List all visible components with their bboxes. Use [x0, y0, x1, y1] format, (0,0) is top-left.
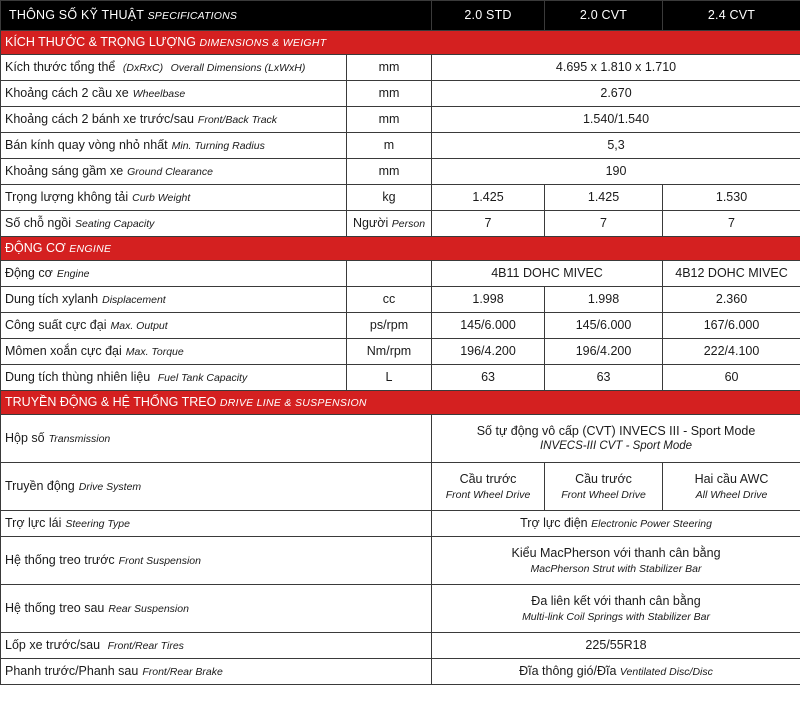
value-vi: Cầu trước — [575, 472, 632, 487]
value-vi: Số tự động vô cấp (CVT) INVECS III - Sport Mode — [476, 424, 756, 439]
value-turning-radius: 5,3 — [432, 133, 800, 159]
label-vi: Lốp xe trước/sau — [5, 638, 101, 653]
value-drive-24cvt — [663, 463, 800, 511]
row-engine — [1, 261, 800, 287]
label-vi: Dung tích thùng nhiên liệu — [5, 370, 151, 385]
label-en: Fuel Tank Capacity — [157, 372, 248, 385]
unit-turning-radius: m — [347, 133, 432, 159]
row-tires — [1, 633, 800, 659]
value-torque-20std: 196/4.200 — [432, 339, 545, 365]
label-transmission — [1, 415, 432, 463]
label-max-torque — [1, 339, 347, 365]
value-vi: Đĩa thông gió/Đĩa — [519, 664, 617, 679]
section-driveline-vi: TRUYỀN ĐỘNG & HỆ THỐNG TREO — [5, 395, 217, 410]
label-en: Curb Weight — [132, 192, 191, 205]
label-vi: Hệ thống treo sau — [5, 601, 105, 616]
section-driveline — [1, 391, 800, 415]
value-en: Front Wheel Drive — [561, 488, 646, 501]
label-en: Drive System — [78, 481, 142, 494]
label-en: Seating Capacity — [75, 218, 155, 231]
value-curb-weight-20cvt: 1.425 — [545, 185, 663, 211]
value-vi: Trợ lực điện — [520, 516, 588, 531]
section-dimensions — [1, 31, 800, 55]
label-displacement — [1, 287, 347, 313]
section-engine — [1, 237, 800, 261]
unit-wheelbase: mm — [347, 81, 432, 107]
value-curb-weight-20std: 1.425 — [432, 185, 545, 211]
label-track — [1, 107, 347, 133]
unit-max-torque: Nm/rpm — [347, 339, 432, 365]
value-en: Ventilated Disc/Disc — [619, 666, 713, 679]
unit-displacement: cc — [347, 287, 432, 313]
value-tires: 225/55R18 — [432, 633, 800, 659]
value-vi: Kiểu MacPherson với thanh cân bằng — [511, 546, 721, 561]
row-track — [1, 107, 800, 133]
row-fuel-tank — [1, 365, 800, 391]
value-transmission — [432, 415, 800, 463]
label-vi: Khoảng sáng gầm xe — [5, 164, 124, 179]
label-wheelbase — [1, 81, 347, 107]
value-wheelbase: 2.670 — [432, 81, 800, 107]
row-seating-capacity — [1, 211, 800, 237]
spec-header-row — [1, 1, 800, 31]
label-en: Max. Output — [110, 320, 168, 333]
value-output-24cvt: 167/6.000 — [663, 313, 800, 339]
label-vi: Mômen xoắn cực đại — [5, 344, 122, 359]
label-vi: Trợ lực lái — [5, 516, 62, 531]
row-transmission — [1, 415, 800, 463]
value-seating-20std: 7 — [432, 211, 545, 237]
unit-ground-clearance: mm — [347, 159, 432, 185]
value-overall-dimensions: 4.695 x 1.810 x 1.710 — [432, 55, 800, 81]
label-en: Displacement — [102, 294, 166, 307]
row-steering — [1, 511, 800, 537]
value-vi: Cầu trước — [459, 472, 517, 487]
value-drive-20std — [432, 463, 545, 511]
label-en: Front/Rear Tires — [107, 640, 184, 653]
section-driveline-en: DRIVE LINE & SUSPENSION — [219, 397, 367, 410]
label-rear-suspension — [1, 585, 432, 633]
unit-curb-weight: kg — [347, 185, 432, 211]
spec-title-en: SPECIFICATIONS — [147, 10, 238, 23]
unit-vi: Người — [352, 216, 389, 231]
row-brake — [1, 659, 800, 685]
model-header-20cvt: 2.0 CVT — [545, 1, 663, 31]
label-en: Overall Dimensions (LxWxH) — [170, 62, 306, 75]
value-displacement-24cvt: 2.360 — [663, 287, 800, 313]
value-vi: Hai cầu AWC — [694, 472, 769, 487]
label-vi: Truyền động — [5, 479, 75, 494]
label-front-suspension — [1, 537, 432, 585]
unit-fuel-tank: L — [347, 365, 432, 391]
label-en: Front/Rear Brake — [142, 666, 223, 679]
value-torque-20cvt: 196/4.200 — [545, 339, 663, 365]
value-en: MacPherson Strut with Stabilizer Bar — [530, 562, 702, 575]
row-rear-suspension — [1, 585, 800, 633]
label-en: Wheelbase — [132, 88, 186, 101]
value-ground-clearance: 190 — [432, 159, 800, 185]
section-engine-en: ENGINE — [69, 243, 112, 256]
value-output-20std: 145/6.000 — [432, 313, 545, 339]
unit-engine — [347, 261, 432, 287]
label-vi: Khoảng cách 2 cầu xe — [5, 86, 129, 101]
value-vi: Đa liên kết với thanh cân bằng — [531, 594, 701, 609]
row-displacement — [1, 287, 800, 313]
row-max-torque — [1, 339, 800, 365]
value-en: Multi-link Coil Springs with Stabilizer Bar — [522, 610, 710, 623]
label-vi: Số chỗ ngồi — [5, 216, 72, 231]
value-track: 1.540/1.540 — [432, 107, 800, 133]
value-engine-20: 4B11 DOHC MIVEC — [432, 261, 663, 287]
label-en: Ground Clearance — [127, 166, 213, 179]
row-front-suspension — [1, 537, 800, 585]
spec-title-vi: THÔNG SỐ KỸ THUẬT — [9, 8, 144, 23]
row-ground-clearance — [1, 159, 800, 185]
value-curb-weight-24cvt: 1.530 — [663, 185, 800, 211]
label-vi: Phanh trước/Phanh sau — [5, 664, 139, 679]
label-drive-system — [1, 463, 432, 511]
row-wheelbase — [1, 81, 800, 107]
value-en: Front Wheel Drive — [445, 488, 531, 501]
value-steering — [432, 511, 800, 537]
row-curb-weight — [1, 185, 800, 211]
label-en: Min. Turning Radius — [171, 140, 265, 153]
value-drive-20cvt — [545, 463, 663, 511]
label-vi: Dung tích xylanh — [5, 292, 99, 307]
value-front-suspension — [432, 537, 800, 585]
label-vi: Hộp số — [5, 431, 45, 446]
label-steering — [1, 511, 432, 537]
model-header-20std: 2.0 STD — [432, 1, 545, 31]
value-en: Electronic Power Steering — [591, 518, 712, 531]
value-engine-24: 4B12 DOHC MIVEC — [663, 261, 800, 287]
label-brake — [1, 659, 432, 685]
unit-max-output: ps/rpm — [347, 313, 432, 339]
model-header-24cvt: 2.4 CVT — [663, 1, 800, 31]
unit-track: mm — [347, 107, 432, 133]
label-vi: Động cơ — [5, 266, 53, 281]
label-vi: Công suất cực đại — [5, 318, 107, 333]
section-dimensions-vi: KÍCH THƯỚC & TRỌNG LƯỢNG — [5, 35, 196, 50]
value-displacement-20cvt: 1.998 — [545, 287, 663, 313]
row-drive-system — [1, 463, 800, 511]
spec-title — [1, 1, 432, 31]
value-en: All Wheel Drive — [695, 488, 768, 501]
label-en: Front Suspension — [118, 555, 201, 568]
label-vi: Hệ thống treo trước — [5, 553, 115, 568]
label-en: Max. Torque — [125, 346, 184, 359]
label-mid: (DxRxC) — [122, 62, 164, 75]
label-vi: Bán kính quay vòng nhỏ nhất — [5, 138, 168, 153]
label-en: Engine — [56, 268, 90, 281]
label-en: Rear Suspension — [108, 603, 189, 616]
label-seating-capacity — [1, 211, 347, 237]
section-engine-vi: ĐỘNG CƠ — [5, 241, 66, 256]
label-max-output — [1, 313, 347, 339]
row-turning-radius — [1, 133, 800, 159]
label-en: Steering Type — [65, 518, 130, 531]
label-overall-dimensions — [1, 55, 347, 81]
value-brake — [432, 659, 800, 685]
row-max-output — [1, 313, 800, 339]
value-seating-20cvt: 7 — [545, 211, 663, 237]
value-fuel-20cvt: 63 — [545, 365, 663, 391]
value-fuel-20std: 63 — [432, 365, 545, 391]
label-en: Transmission — [48, 433, 111, 446]
unit-overall-dimensions: mm — [347, 55, 432, 81]
label-vi: Trọng lượng không tải — [5, 190, 129, 205]
value-torque-24cvt: 222/4.100 — [663, 339, 800, 365]
unit-seating-capacity — [347, 211, 432, 237]
value-output-20cvt: 145/6.000 — [545, 313, 663, 339]
label-curb-weight — [1, 185, 347, 211]
unit-en: Person — [391, 218, 426, 231]
label-vi: Khoảng cách 2 bánh xe trước/sau — [5, 112, 194, 127]
label-en: Front/Back Track — [197, 114, 278, 127]
label-turning-radius — [1, 133, 347, 159]
row-overall-dimensions — [1, 55, 800, 81]
label-tires — [1, 633, 432, 659]
label-ground-clearance — [1, 159, 347, 185]
value-seating-24cvt: 7 — [663, 211, 800, 237]
value-fuel-24cvt: 60 — [663, 365, 800, 391]
value-displacement-20std: 1.998 — [432, 287, 545, 313]
value-rear-suspension — [432, 585, 800, 633]
label-engine — [1, 261, 347, 287]
value-en: INVECS-III CVT - Sport Mode — [539, 439, 693, 452]
label-vi: Kích thước tổng thể — [5, 60, 116, 75]
section-dimensions-en: DIMENSIONS & WEIGHT — [199, 37, 327, 50]
label-fuel-tank — [1, 365, 347, 391]
